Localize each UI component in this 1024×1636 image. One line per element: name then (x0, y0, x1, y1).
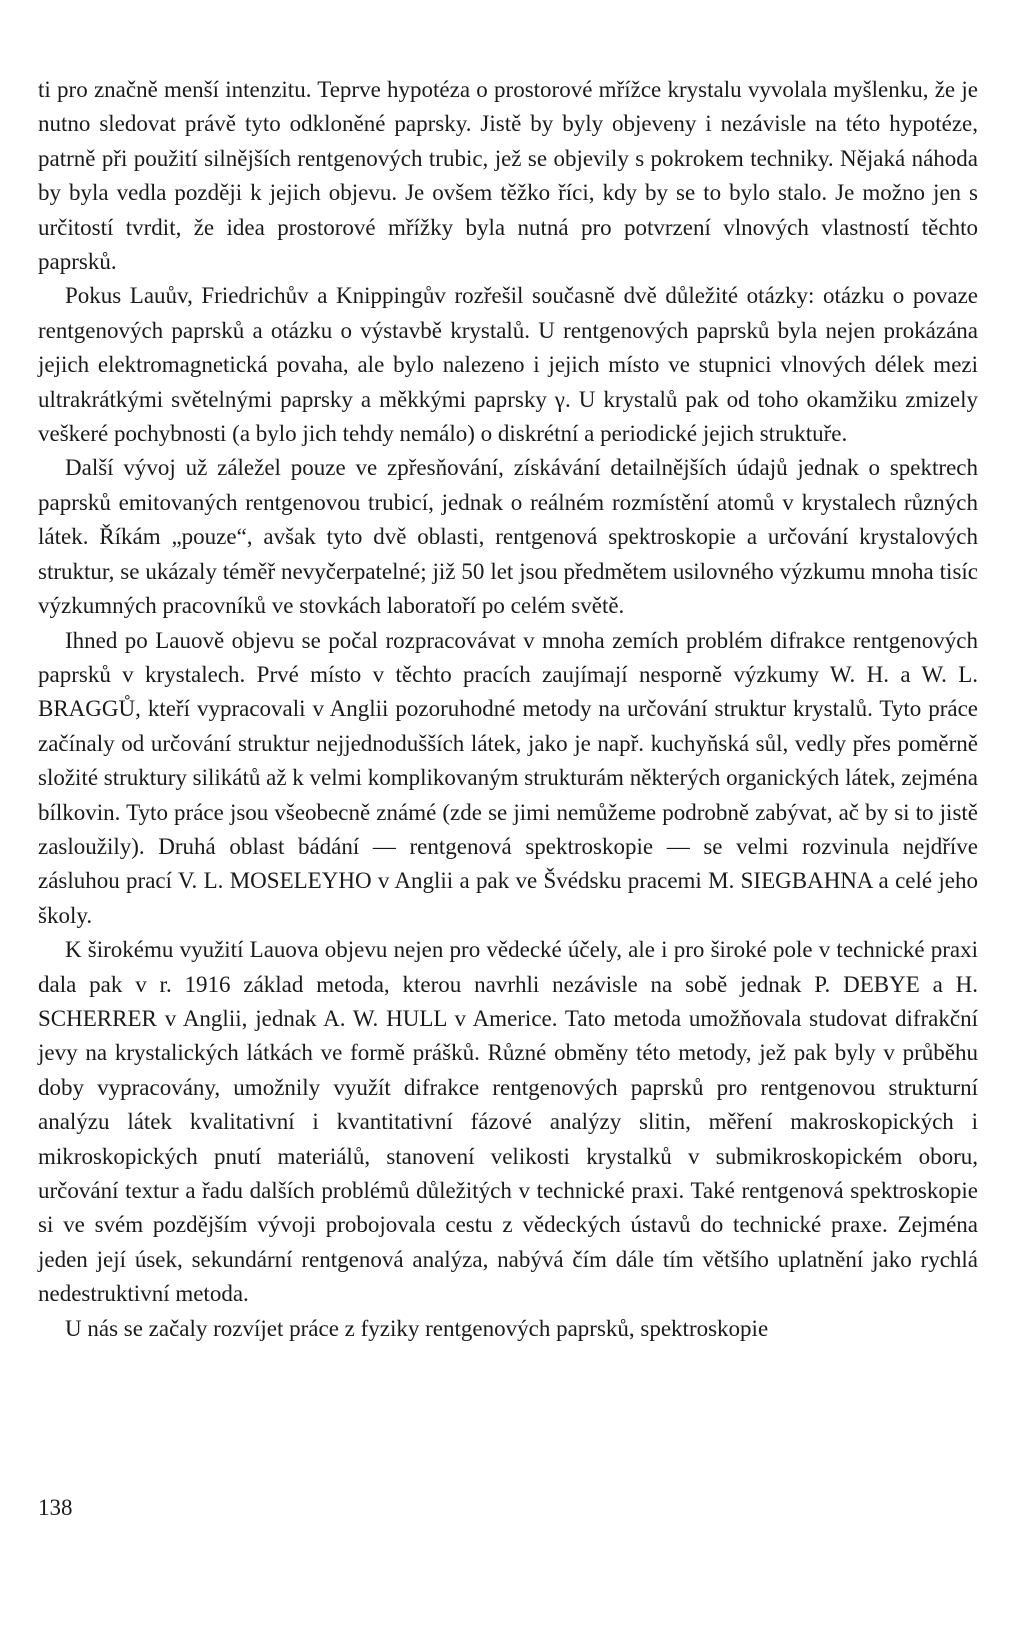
paragraph: Ihned po Lauově objevu se počal rozpracovávat v mnoha zemích problém difrakce rentgenových paprsků v krystalech. Prvé místo v těchto pracích zaujímají nesporně výzkumy W. H. a W. L. BRAGGŮ, kteří vypracovali v Anglii pozoruhodné metody na určování struktur krystalů. Tyto práce začínaly od určování struktur nejjednodušších látek, jako je např. kuchyňská sůl, vedly přes poměrně složité struktury silikátů až k velmi komplikovaným strukturám některých organických látek, zejména bílkovin. Tyto práce jsou všeobecně známé (zde se jimi nemůžeme podrobně zabývat, ač by si to jistě zasloužily). Druhá oblast bádání — rentgenová spektroskopie — se velmi rozvinula nejdříve zásluhou prací V. L. MOSELEYHO v Anglii a pak ve Švédsku pracemi M. SIEGBAHNA a celé jeho školy. (38, 627, 978, 928)
paragraph: U nás se začaly rozvíjet práce z fyziky rentgenových paprsků, spektroskopie (65, 1315, 769, 1341)
page-number: 138 (38, 1495, 73, 1520)
paragraph: Další vývoj už záležel pouze ve zpřesňování, získávání detailnějších údajů jednak o spektrech paprsků emitovaných rentgenovou trubicí, jednak o reálném rozmístění atomů v krystalech různých látek. Říkám „pouze“, avšak tyto dvě oblasti, rentgenová spektroskopie a určování krystalových struktur, se ukázaly téměř nevyčerpatelné; již 50 let jsou předmětem usilovného výzkumu mnoha tisíc výzkumných pracovníků ve stovkách laboratoří po celém světě. (38, 455, 978, 619)
body-text (38, 73, 978, 1346)
paragraph: K širokému využití Lauova objevu nejen pro vědecké účely, ale i pro široké pole v technické praxi dala pak v r. 1916 základ metoda, kterou navrhli nezávisle na sobě jednak P. DEBYE a H. SCHERRER v Anglii, jednak A. W. HULL v Americe. Tato metoda umožňovala studovat difrakční jevy na krystalických látkách ve formě prášků. Různé obměny této metody, jež pak byly v průběhu doby vypracovány, umožnily využít difrakce rentgenových paprsků pro rentgenovou strukturní analýzu látek kvalitativní i kvantitativní fázové analýzy slitin, měření makroskopických i mikroskopických pnutí materiálů, stanovení velikosti krystalků v submikroskopickém oboru, určování textur a řadu dalších problémů důležitých v technické praxi. Také rentgenová spektroskopie si ve svém pozdějším vývoji probojovala cestu z vědeckých ústavů do technické praxe. Zejména jeden její úsek, sekundární rentgenová analýza, nabývá čím dále tím většího uplatnění jako rychlá nedestruktivní metoda. (38, 937, 978, 1307)
paragraph: Pokus Lauův, Friedrichův a Knippingův rozřešil současně dvě důležité otázky: otázku o povaze rentgenových paprsků a otázku o výstavbě krystalů. U rentgenových paprsků byla nejen prokázána jejich elektromagnetická povaha, ale bylo nalezeno i jejich místo ve stupnici vlnových délek mezi ultrakrátkými světelnými paprsky a měkkými paprsky γ. U krystalů pak od toho okamžiku zmizely veškeré pochybnosti (a bylo jich tehdy nemálo) o diskrétní a periodické jejich struktuře. (38, 283, 978, 447)
paragraph-continuation: ti pro značně menší intenzitu. Teprve hypotéza o prostorové mřížce krystalu vyvolala myšlenku, že je nutno sledovat právě tyto odkloněné paprsky. Jistě by byly objeveny i nezávisle na této hypotéze, patrně při použití silnějších rentgenových trubic, jež se objevily s pokrokem techniky. Nějaká náhoda by byla vedla později k jejich objevu. Je ovšem těžko říci, kdy by se to bylo stalo. Je možno jen s určitostí tvrdit, že idea prostorové mřížky byla nutná pro potvrzení vlnových vlastností těchto paprsků. (38, 77, 978, 275)
